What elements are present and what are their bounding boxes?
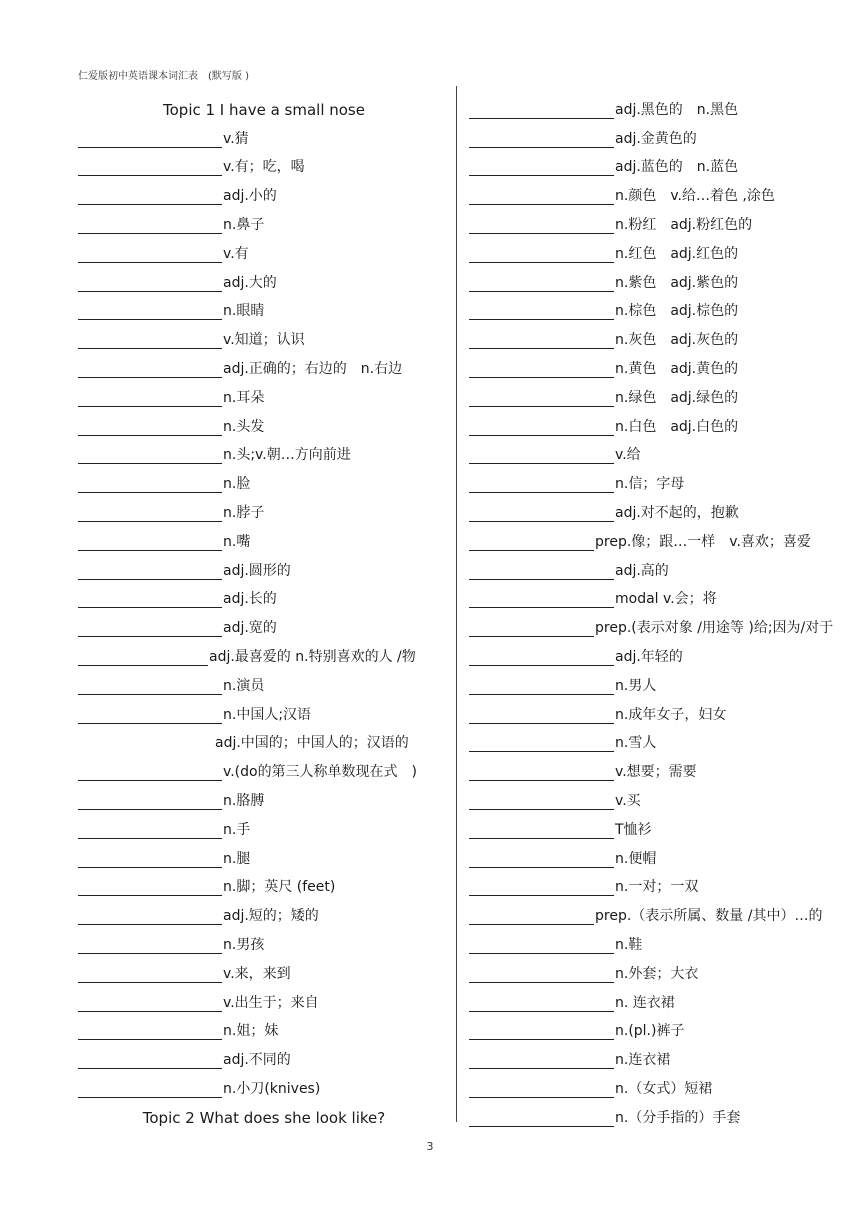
answer-blank[interactable] bbox=[469, 877, 614, 896]
definition-text: v.买 bbox=[615, 792, 641, 809]
definition-text: adj.正确的；右边的 n.右边 bbox=[223, 360, 403, 377]
answer-blank[interactable] bbox=[469, 330, 614, 349]
answer-blank[interactable] bbox=[78, 820, 222, 839]
vocab-entry bbox=[78, 407, 450, 436]
definition-text: v.想要；需要 bbox=[615, 764, 697, 781]
definition-text: adj.黑色的 n.黑色 bbox=[615, 101, 739, 118]
topic-heading: Topic 2 What does she look like? bbox=[142, 1108, 386, 1127]
vocab-entry bbox=[469, 436, 844, 465]
definition-text: adj.宽的 bbox=[223, 620, 277, 637]
definition-text: n.便帽 bbox=[615, 850, 657, 867]
definition-text: v.猜 bbox=[223, 130, 249, 147]
vocab-entry bbox=[78, 263, 450, 292]
definition-text: n.(pl.)裤子 bbox=[615, 1023, 685, 1040]
definition-text: T恤衫 bbox=[615, 821, 652, 838]
definition-text: n.鞋 bbox=[615, 936, 643, 953]
answer-blank[interactable] bbox=[78, 561, 222, 580]
answer-blank[interactable] bbox=[78, 993, 222, 1012]
vocab-entry bbox=[469, 292, 844, 321]
page-number: 3 bbox=[426, 1140, 434, 1153]
vocab-entry bbox=[78, 608, 450, 637]
definition-text: n.绿色 adj.绿色的 bbox=[615, 389, 739, 406]
definition-text: n.红色 adj.红色的 bbox=[615, 245, 739, 262]
vocab-entry bbox=[78, 292, 450, 321]
answer-blank[interactable] bbox=[469, 820, 614, 839]
answer-blank[interactable] bbox=[469, 762, 614, 781]
answer-blank[interactable] bbox=[78, 647, 208, 666]
definition-text: adj.高的 bbox=[615, 562, 669, 579]
vocab-entry bbox=[469, 695, 844, 724]
vocab-entry bbox=[78, 666, 450, 695]
definition-text: v.(do的第三人称单数现在式 ) bbox=[223, 764, 418, 781]
answer-blank[interactable] bbox=[469, 849, 614, 868]
definition-text: v.有；吃，喝 bbox=[223, 159, 305, 176]
vocab-entry bbox=[469, 580, 844, 609]
definition-text: adj.金黄色的 bbox=[615, 130, 697, 147]
definition-text: n.头发 bbox=[223, 418, 265, 435]
vocab-entry bbox=[469, 1012, 844, 1041]
column-divider bbox=[456, 86, 457, 1122]
answer-blank[interactable] bbox=[469, 676, 614, 695]
definition-text: n.信；字母 bbox=[615, 476, 685, 493]
definition-text: n.成年女子，妇女 bbox=[615, 706, 727, 723]
definition-text: adj.小的 bbox=[223, 188, 277, 205]
definition-text: n.（分手指的）手套 bbox=[615, 1109, 741, 1126]
answer-blank[interactable] bbox=[469, 964, 614, 983]
vocab-continuation bbox=[78, 724, 450, 753]
vocab-entry bbox=[469, 868, 844, 897]
definition-text: n.（女式）短裙 bbox=[615, 1080, 713, 1097]
vocab-entry bbox=[469, 205, 844, 234]
vocab-entry bbox=[469, 522, 844, 551]
vocab-entry bbox=[469, 119, 844, 148]
definition-text: prep.（表示所属、数量 /其中）…的 bbox=[595, 908, 823, 925]
document-header: 仁爱版初中英语课本词汇表 (默写版 ) bbox=[78, 71, 249, 82]
answer-blank[interactable] bbox=[469, 906, 594, 925]
vocab-entry bbox=[78, 868, 450, 897]
answer-blank[interactable] bbox=[469, 301, 614, 320]
vocab-entry bbox=[78, 349, 450, 378]
definition-text: n.黄色 adj.黄色的 bbox=[615, 360, 739, 377]
answer-blank[interactable] bbox=[469, 129, 614, 148]
definition-text: n.白色 adj.白色的 bbox=[615, 418, 739, 435]
answer-blank[interactable] bbox=[469, 1021, 614, 1040]
answer-blank[interactable] bbox=[469, 1079, 614, 1098]
definition-text: n.脚；英尺 (feet) bbox=[223, 879, 336, 896]
vocab-entry bbox=[78, 1012, 450, 1041]
answer-blank[interactable] bbox=[78, 445, 222, 464]
answer-blank[interactable] bbox=[469, 935, 614, 954]
answer-blank[interactable] bbox=[469, 791, 614, 810]
definition-text: adj.蓝色的 n.蓝色 bbox=[615, 159, 739, 176]
answer-blank[interactable] bbox=[78, 1050, 222, 1069]
answer-blank[interactable] bbox=[78, 849, 222, 868]
vocab-entry bbox=[469, 983, 844, 1012]
vocab-entry bbox=[469, 954, 844, 983]
answer-blank[interactable] bbox=[469, 1050, 614, 1069]
definition-text: prep.(表示对象 /用途等 )给;因为/对于 bbox=[595, 620, 834, 637]
answer-blank[interactable] bbox=[469, 474, 614, 493]
vocab-entry bbox=[469, 1098, 844, 1127]
vocab-entry bbox=[469, 176, 844, 205]
answer-blank[interactable] bbox=[469, 1108, 614, 1127]
definition-text: adj.长的 bbox=[223, 591, 277, 608]
answer-blank[interactable] bbox=[469, 589, 614, 608]
definition-text: v.出生于；来自 bbox=[223, 994, 319, 1011]
definition-text: n.脖子 bbox=[223, 504, 265, 521]
definition-text: n.男人 bbox=[615, 677, 657, 694]
definition-text: n.男孩 bbox=[223, 936, 265, 953]
vocab-entry bbox=[78, 522, 450, 551]
vocab-entry bbox=[78, 205, 450, 234]
answer-blank[interactable] bbox=[469, 100, 614, 119]
definition-text: adj.短的；矮的 bbox=[223, 908, 319, 925]
vocab-entry bbox=[469, 724, 844, 753]
definition-text: n.中国人;汉语 bbox=[223, 706, 312, 723]
answer-blank[interactable] bbox=[469, 359, 614, 378]
definition-text: n.胳膊 bbox=[223, 792, 265, 809]
vocab-entry bbox=[78, 119, 450, 148]
vocab-entry bbox=[469, 148, 844, 177]
answer-blank[interactable] bbox=[78, 964, 222, 983]
vocab-entry bbox=[469, 666, 844, 695]
answer-blank[interactable] bbox=[469, 417, 614, 436]
vocab-entry bbox=[469, 378, 844, 407]
vocab-entry bbox=[78, 781, 450, 810]
vocab-entry bbox=[78, 493, 450, 522]
definition-text: adj.大的 bbox=[223, 274, 277, 291]
definition-text: v.有 bbox=[223, 245, 249, 262]
answer-blank[interactable] bbox=[78, 186, 222, 205]
vocab-entry bbox=[469, 810, 844, 839]
vocab-entry bbox=[469, 234, 844, 263]
definition-text: v.给 bbox=[615, 447, 641, 464]
answer-blank[interactable] bbox=[78, 388, 222, 407]
vocab-entry bbox=[469, 407, 844, 436]
answer-blank[interactable] bbox=[469, 647, 614, 666]
vocab-entry bbox=[469, 896, 844, 925]
answer-blank[interactable] bbox=[78, 877, 222, 896]
vocab-entry bbox=[78, 810, 450, 839]
vocab-entry bbox=[78, 1069, 450, 1098]
definition-text: n.头;v.朝…方向前进 bbox=[223, 447, 351, 464]
vocab-entry bbox=[469, 608, 844, 637]
definition-text: n.雪人 bbox=[615, 735, 657, 752]
definition-text: prep.像；跟…一样 v.喜欢；喜爱 bbox=[595, 533, 811, 550]
definition-text: adj.中国的；中国人的；汉语的 bbox=[215, 735, 409, 752]
definition-text: n.粉红 adj.粉红色的 bbox=[615, 216, 753, 233]
vocab-entry bbox=[469, 551, 844, 580]
vocab-entry bbox=[469, 637, 844, 666]
answer-blank[interactable] bbox=[78, 129, 222, 148]
definition-text: n.小刀(knives) bbox=[223, 1080, 321, 1097]
answer-blank[interactable] bbox=[78, 503, 222, 522]
answer-blank[interactable] bbox=[469, 532, 594, 551]
answer-blank[interactable] bbox=[78, 301, 222, 320]
vocab-entry bbox=[78, 551, 450, 580]
definition-text: adj.最喜爱的 n.特别喜欢的人 /物 bbox=[209, 648, 416, 665]
vocab-entry bbox=[469, 839, 844, 868]
definition-text: n.腿 bbox=[223, 850, 251, 867]
definition-text: n.演员 bbox=[223, 677, 265, 694]
answer-blank[interactable] bbox=[469, 618, 594, 637]
definition-text: n.紫色 adj.紫色的 bbox=[615, 274, 739, 291]
definition-text: n.耳朵 bbox=[223, 389, 265, 406]
answer-blank[interactable] bbox=[469, 244, 614, 263]
vocab-entry bbox=[78, 148, 450, 177]
definition-text: n. 连衣裙 bbox=[615, 994, 675, 1011]
vocab-entry bbox=[78, 896, 450, 925]
answer-blank[interactable] bbox=[469, 445, 614, 464]
answer-blank[interactable] bbox=[78, 791, 222, 810]
vocab-entry bbox=[78, 580, 450, 609]
answer-blank[interactable] bbox=[469, 215, 614, 234]
left-column bbox=[78, 90, 450, 1127]
vocab-entry bbox=[78, 954, 450, 983]
answer-blank[interactable] bbox=[78, 244, 222, 263]
vocab-entry bbox=[469, 464, 844, 493]
vocab-entry bbox=[78, 752, 450, 781]
answer-blank[interactable] bbox=[78, 762, 222, 781]
answer-blank[interactable] bbox=[78, 618, 222, 637]
definition-text: v.知道；认识 bbox=[223, 332, 305, 349]
answer-blank[interactable] bbox=[469, 705, 614, 724]
vocab-entry bbox=[78, 436, 450, 465]
vocab-entry bbox=[469, 90, 844, 119]
definition-text: n.姐；妹 bbox=[223, 1023, 279, 1040]
vocab-entry bbox=[78, 176, 450, 205]
vocab-entry bbox=[469, 925, 844, 954]
vocab-entry bbox=[469, 320, 844, 349]
vocab-entry bbox=[469, 349, 844, 378]
definition-text: n.外套；大衣 bbox=[615, 965, 699, 982]
answer-blank[interactable] bbox=[78, 935, 222, 954]
answer-blank[interactable] bbox=[78, 532, 222, 551]
vocab-entry bbox=[469, 752, 844, 781]
answer-blank[interactable] bbox=[469, 733, 614, 752]
vocab-entry bbox=[469, 1069, 844, 1098]
vocab-entry bbox=[469, 263, 844, 292]
answer-blank[interactable] bbox=[78, 215, 222, 234]
answer-blank[interactable] bbox=[78, 417, 222, 436]
answer-blank[interactable] bbox=[78, 906, 222, 925]
answer-blank[interactable] bbox=[469, 503, 614, 522]
vocab-entry bbox=[78, 925, 450, 954]
answer-blank[interactable] bbox=[78, 589, 222, 608]
answer-blank[interactable] bbox=[469, 186, 614, 205]
vocab-entry bbox=[469, 781, 844, 810]
definition-text: n.灰色 adj.灰色的 bbox=[615, 332, 739, 349]
vocab-entry bbox=[78, 983, 450, 1012]
definition-text: adj.对不起的，抱歉 bbox=[615, 504, 739, 521]
definition-text: modal v.会；将 bbox=[615, 591, 717, 608]
answer-blank[interactable] bbox=[469, 993, 614, 1012]
answer-blank[interactable] bbox=[78, 474, 222, 493]
right-column bbox=[469, 90, 844, 1127]
vocab-entry bbox=[78, 695, 450, 724]
definition-text: n.手 bbox=[223, 821, 251, 838]
answer-blank[interactable] bbox=[78, 157, 222, 176]
vocab-entry bbox=[78, 464, 450, 493]
definition-text: n.棕色 adj.棕色的 bbox=[615, 303, 739, 320]
definition-text: n.颜色 v.给…着色 ,涂色 bbox=[615, 188, 775, 205]
vocab-entry bbox=[78, 320, 450, 349]
answer-blank[interactable] bbox=[78, 273, 222, 292]
answer-blank[interactable] bbox=[469, 388, 614, 407]
definition-text: adj.不同的 bbox=[223, 1052, 291, 1069]
definition-text: adj.年轻的 bbox=[615, 648, 683, 665]
definition-text: n.连衣裙 bbox=[615, 1052, 671, 1069]
vocab-entry bbox=[78, 1040, 450, 1069]
answer-blank[interactable] bbox=[78, 359, 222, 378]
vocab-entry bbox=[78, 637, 450, 666]
definition-text: n.嘴 bbox=[223, 533, 251, 550]
answer-blank[interactable] bbox=[78, 1021, 222, 1040]
vocab-entry bbox=[78, 839, 450, 868]
answer-blank[interactable] bbox=[78, 705, 222, 724]
definition-text: n.一对；一双 bbox=[615, 879, 699, 896]
answer-blank[interactable] bbox=[78, 330, 222, 349]
answer-blank[interactable] bbox=[78, 676, 222, 695]
answer-blank[interactable] bbox=[469, 561, 614, 580]
topic-heading: Topic 1 I have a small nose bbox=[163, 100, 365, 119]
vocab-entry bbox=[469, 1040, 844, 1069]
vocab-entry bbox=[78, 378, 450, 407]
vocab-entry bbox=[78, 234, 450, 263]
vocab-entry bbox=[469, 493, 844, 522]
answer-blank[interactable] bbox=[469, 157, 614, 176]
definition-text: n.鼻子 bbox=[223, 216, 265, 233]
definition-text: n.眼睛 bbox=[223, 303, 265, 320]
definition-text: adj.圆形的 bbox=[223, 562, 291, 579]
answer-blank[interactable] bbox=[78, 1079, 222, 1098]
definition-text: v.来，来到 bbox=[223, 965, 291, 982]
answer-blank[interactable] bbox=[469, 273, 614, 292]
definition-text: n.脸 bbox=[223, 476, 251, 493]
